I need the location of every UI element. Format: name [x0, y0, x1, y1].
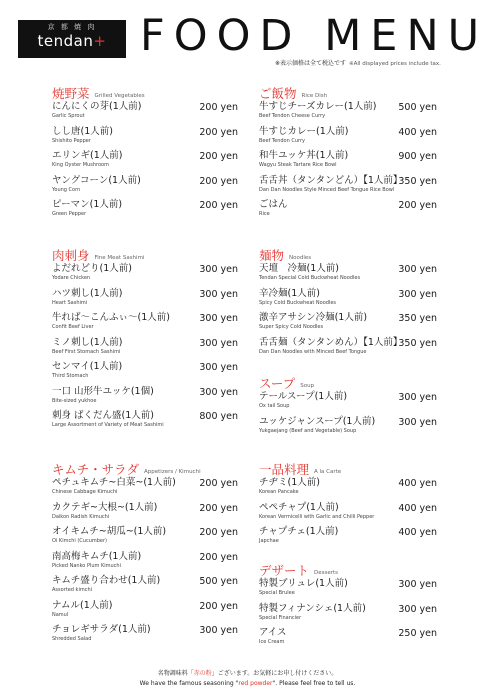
section-heading — [52, 459, 238, 477]
menu-item-name: 舌舌丼（タンタンどん）【1人前】 — [259, 174, 403, 186]
menu-item-name: ヤングコーン(1人前) — [52, 174, 141, 186]
menu-item-name: ミノ刺し(1人前) — [52, 336, 123, 348]
menu-item-english: Green Pepper — [52, 211, 87, 217]
menu-item-price: 350 yen — [398, 337, 437, 349]
menu-item-name: エリンギ(1人前) — [52, 150, 123, 161]
tax-note-en: ※All displayed prices include tax. — [349, 61, 441, 67]
menu-item-name: 舌舌麺（タンタンめん）【1人前】 — [259, 336, 403, 348]
tax-note — [275, 58, 441, 67]
menu-item-english: Heart Sashimi — [52, 299, 88, 306]
section-title-en: Fine Meat Sashimi — [94, 255, 145, 261]
menu-item — [259, 126, 437, 151]
menu-item-english: Wagyu Steak Tartare Rice Bowl — [259, 162, 337, 168]
menu-item — [52, 337, 238, 362]
menu-item-name: しし唐(1人前) — [52, 125, 113, 137]
menu-item-price: 300 yen — [398, 264, 437, 275]
menu-item-name: よだれどり(1人前) — [52, 263, 132, 274]
menu-item-english: Special Financier — [259, 614, 302, 621]
menu-item-price: 900 yen — [398, 151, 437, 162]
menu-item — [259, 263, 437, 288]
menu-item — [52, 263, 238, 288]
section-title-en: Desserts — [314, 570, 339, 576]
footer-en-part1: We have the famous seasoning " — [139, 680, 239, 687]
menu-item-english: Picked Nanko Plum Kimuchi — [52, 562, 121, 569]
menu-item-price: 200 yen — [199, 102, 238, 113]
menu-item-price: 350 yen — [398, 313, 437, 324]
menu-item-english: Special Brulee — [259, 590, 295, 596]
section-title-en: A la Carte — [314, 469, 342, 475]
menu-item-english: Korean Pancake — [259, 489, 299, 495]
section-kimchi-salad — [52, 459, 238, 649]
menu-item-english: Namul — [52, 611, 69, 618]
section-heading — [259, 83, 437, 101]
menu-item — [259, 199, 437, 224]
menu-item-price: 200 yen — [199, 600, 238, 612]
menu-item-english: Third Stomach — [52, 373, 89, 379]
footer-jp-red: 赤の粉 — [193, 670, 212, 677]
menu-item — [52, 199, 238, 224]
menu-item-price: 200 yen — [199, 200, 238, 211]
menu-item-english: Ox tail Soup — [259, 403, 290, 409]
section-heading — [259, 560, 437, 578]
menu-item-price: 300 yen — [199, 288, 238, 300]
menu-item-english: Yodare Chicken — [52, 275, 91, 281]
menu-item-english: Tendan Special Cold Buckwheat Noodles — [259, 275, 361, 281]
menu-item — [52, 477, 238, 502]
menu-item-name: 特製ブリュレ(1人前) — [259, 578, 348, 589]
section-title-jp: デザート — [259, 563, 310, 578]
menu-item-price: 300 yen — [398, 603, 437, 615]
section-title-jp: 麺物 — [259, 248, 285, 263]
menu-item-english: Dan Dan Noodles Style Minced Beef Tongue Rice Bowl — [259, 186, 395, 193]
footer-line-en — [0, 679, 495, 689]
menu-item-price: 300 yen — [199, 313, 238, 324]
menu-item-price: 300 yen — [199, 264, 238, 275]
footer-en-part2: ". Please feel free to tell us. — [272, 680, 356, 687]
menu-item-name: チヂミ(1人前) — [259, 477, 320, 488]
menu-item — [259, 288, 437, 313]
menu-item — [259, 175, 437, 200]
footer-note — [0, 669, 495, 689]
menu-item-name: ピーマン(1人前) — [52, 199, 123, 210]
menu-item-price: 400 yen — [398, 478, 437, 489]
menu-item-name: 和牛ユッケ丼(1人前) — [259, 150, 349, 161]
menu-item-name: 刺身 ばくだん盛(1人前) — [52, 410, 154, 421]
menu-item-price: 500 yen — [199, 576, 238, 587]
section-desserts — [259, 560, 437, 652]
section-title-jp: 一品料理 — [259, 462, 310, 477]
menu-item-english: Spicy Cold Buckwheat Noodles — [259, 299, 337, 306]
menu-item-price: 200 yen — [199, 175, 238, 187]
menu-item-name: アイス — [259, 627, 287, 638]
menu-item-english: Shredded Salad — [52, 636, 92, 642]
menu-item-english: Beef Tendon Cheese Curry — [259, 113, 326, 119]
menu-item — [52, 624, 238, 649]
menu-item-english: Shishito Pepper — [52, 137, 91, 144]
menu-item-name: キムチ盛り合わせ(1人前) — [52, 575, 161, 586]
menu-item-name: カクテギ~大根~(1人前) — [52, 501, 158, 513]
menu-item-name: 牛すじチーズカレー(1人前) — [259, 101, 377, 112]
menu-item-price: 300 yen — [199, 337, 238, 349]
menu-item-name: 一口 山形牛ユッケ(1個) — [52, 385, 154, 397]
section-noodles — [259, 245, 437, 361]
footer-jp-part2: 」ございます。お気軽にお申し付けください。 — [211, 670, 338, 677]
menu-item-price: 400 yen — [398, 502, 437, 514]
logo-name: tendan — [37, 32, 94, 50]
menu-item-english: Yukgaejang (Beef and Vegetable) Soup — [259, 427, 357, 434]
menu-item — [52, 150, 238, 175]
menu-item-name: にんにくの芽(1人前) — [52, 101, 142, 112]
section-heading — [259, 373, 437, 391]
menu-item-name: センマイ(1人前) — [52, 361, 123, 372]
menu-item-name: オイキムチ~胡瓜~(1人前) — [52, 526, 167, 537]
section-title-en: Grilled Vegetables — [94, 93, 145, 99]
menu-item — [52, 386, 238, 411]
logo-subtitle: 京 都 焼 肉 — [47, 23, 97, 31]
menu-item-english: Rice — [259, 211, 270, 217]
section-a-la-carte — [259, 459, 437, 551]
menu-item — [52, 551, 238, 576]
menu-item-name: チャプチェ(1人前) — [259, 526, 339, 537]
menu-item-name: 特製フィナンシェ(1人前) — [259, 602, 366, 614]
menu-item-name: 天壇 冷麺(1人前) — [259, 263, 339, 274]
menu-item-english: Super Spicy Cold Noodles — [259, 324, 324, 330]
menu-item-english: Assorted kimchi — [52, 587, 93, 593]
section-title-en: Noodles — [289, 255, 312, 261]
menu-item-name: テールスープ(1人前) — [259, 391, 348, 402]
menu-item-price: 200 yen — [199, 126, 238, 138]
menu-item-price: 200 yen — [398, 200, 437, 211]
menu-item — [52, 502, 238, 527]
menu-item — [52, 410, 238, 435]
footer-en-red: red powder — [238, 680, 273, 687]
menu-item-price: 300 yen — [398, 579, 437, 590]
menu-item-name: チョレギサラダ(1人前) — [52, 624, 151, 635]
menu-item — [259, 603, 437, 628]
menu-item-price: 200 yen — [199, 527, 238, 538]
menu-item-price: 500 yen — [398, 102, 437, 113]
section-rice-dish — [259, 83, 437, 224]
section-title-jp: 焼野菜 — [52, 86, 90, 101]
menu-item-price: 300 yen — [199, 362, 238, 373]
menu-item-price: 300 yen — [199, 625, 238, 636]
menu-item — [259, 150, 437, 175]
menu-item-price: 200 yen — [199, 151, 238, 162]
menu-item-english: Dan Dan Noodles with Minced Beef Tongue — [259, 348, 367, 355]
footer-jp-part1: 名物調味料「 — [157, 670, 194, 677]
menu-item-english: Confit Beef Liver — [52, 324, 94, 330]
menu-item — [259, 337, 437, 362]
menu-item-name: 南高梅キムチ(1人前) — [52, 550, 142, 562]
menu-item-price: 300 yen — [199, 386, 238, 398]
menu-item-price: 300 yen — [398, 288, 437, 300]
menu-item-name: ペペチャプ(1人前) — [259, 501, 339, 513]
tax-note-jp: ※表示価格は全て税込です — [275, 60, 347, 67]
section-heading — [259, 245, 437, 263]
menu-item-name: 激辛アサシン冷麺(1人前) — [259, 312, 368, 323]
menu-item — [52, 101, 238, 126]
menu-item — [52, 312, 238, 337]
menu-item-english: Korean Vermicelli with Garlic and Chilli Pepper — [259, 513, 375, 520]
menu-item-name: ごはん — [259, 199, 288, 210]
menu-item-english: Ice Cream — [259, 639, 285, 645]
menu-item — [52, 361, 238, 386]
menu-item — [259, 477, 437, 502]
menu-item — [52, 526, 238, 551]
section-heading — [52, 245, 238, 263]
section-title-en: Soup — [300, 383, 315, 389]
menu-item — [259, 578, 437, 603]
section-heading — [52, 83, 238, 101]
menu-item-name: 牛すじカレー(1人前) — [259, 125, 349, 137]
menu-item — [52, 288, 238, 313]
menu-item-name: ペチュキムチ~白菜~(1人前) — [52, 477, 176, 488]
menu-item — [52, 600, 238, 625]
menu-item-price: 300 yen — [398, 416, 437, 428]
section-meat-sashimi — [52, 245, 238, 435]
menu-item-name: 辛冷麺(1人前) — [259, 287, 320, 299]
menu-item — [52, 575, 238, 600]
menu-item-name: ナムル(1人前) — [52, 599, 113, 611]
section-grilled-vegetables — [52, 83, 238, 224]
menu-item-name: 牛れば～こんふぃ～(1人前) — [52, 312, 170, 323]
menu-item-price: 400 yen — [398, 126, 437, 138]
menu-item-price: 350 yen — [398, 175, 437, 187]
menu-item-english: Daikon Radish Kimuchi — [52, 513, 110, 520]
menu-item-price: 200 yen — [199, 551, 238, 563]
menu-item — [259, 502, 437, 527]
menu-item — [52, 126, 238, 151]
menu-item — [259, 101, 437, 126]
restaurant-logo — [18, 20, 126, 58]
menu-item-english: King Oyster Mushroom — [52, 162, 109, 168]
menu-item-price: 200 yen — [199, 502, 238, 514]
menu-item-price: 300 yen — [398, 392, 437, 403]
section-title-en: Rice Dish — [301, 93, 328, 99]
menu-item-name: ユッケジャンスープ(1人前) — [259, 415, 376, 427]
footer-line-jp — [0, 669, 495, 679]
logo-plus-mark: + — [93, 32, 107, 50]
menu-item-english: Garlic Sprout — [52, 113, 85, 119]
menu-item-english: Large Assortment of Variety of Meat Sashimi — [52, 422, 164, 428]
page-title: FOOD MENU — [140, 11, 489, 61]
menu-item — [259, 416, 437, 441]
menu-item — [259, 391, 437, 416]
menu-item-price: 400 yen — [398, 527, 437, 538]
menu-item-english: Japchae — [259, 538, 279, 544]
section-heading — [259, 459, 437, 477]
menu-item-english: Beef First Stomach Sashimi — [52, 348, 121, 355]
section-title-jp: キムチ・サラダ — [52, 462, 140, 477]
section-title-jp: 肉刺身 — [52, 248, 90, 263]
menu-item-english: Bite-sized yukhoe — [52, 397, 97, 404]
menu-item — [259, 312, 437, 337]
menu-item-english: Chinese Cabbage Kimuchi — [52, 489, 118, 495]
section-title-jp: スープ — [259, 376, 296, 391]
menu-item-english: Young Corn — [52, 186, 81, 193]
menu-item-price: 200 yen — [199, 478, 238, 489]
menu-item-price: 250 yen — [398, 628, 437, 639]
menu-item — [259, 526, 437, 551]
section-title-jp: ご飯物 — [259, 86, 297, 101]
menu-item — [52, 175, 238, 200]
menu-item-english: Oi Kimchi (Cucumber) — [52, 538, 108, 544]
menu-item-name: ハツ刺し(1人前) — [52, 287, 123, 299]
menu-item-english: Beef Tendon Curry — [259, 137, 306, 144]
menu-item — [259, 627, 437, 652]
section-title-en: Appetizers / Kimuchi — [144, 469, 201, 475]
section-soup — [259, 373, 437, 440]
menu-item-price: 800 yen — [199, 411, 238, 422]
logo-wordmark — [18, 32, 126, 51]
